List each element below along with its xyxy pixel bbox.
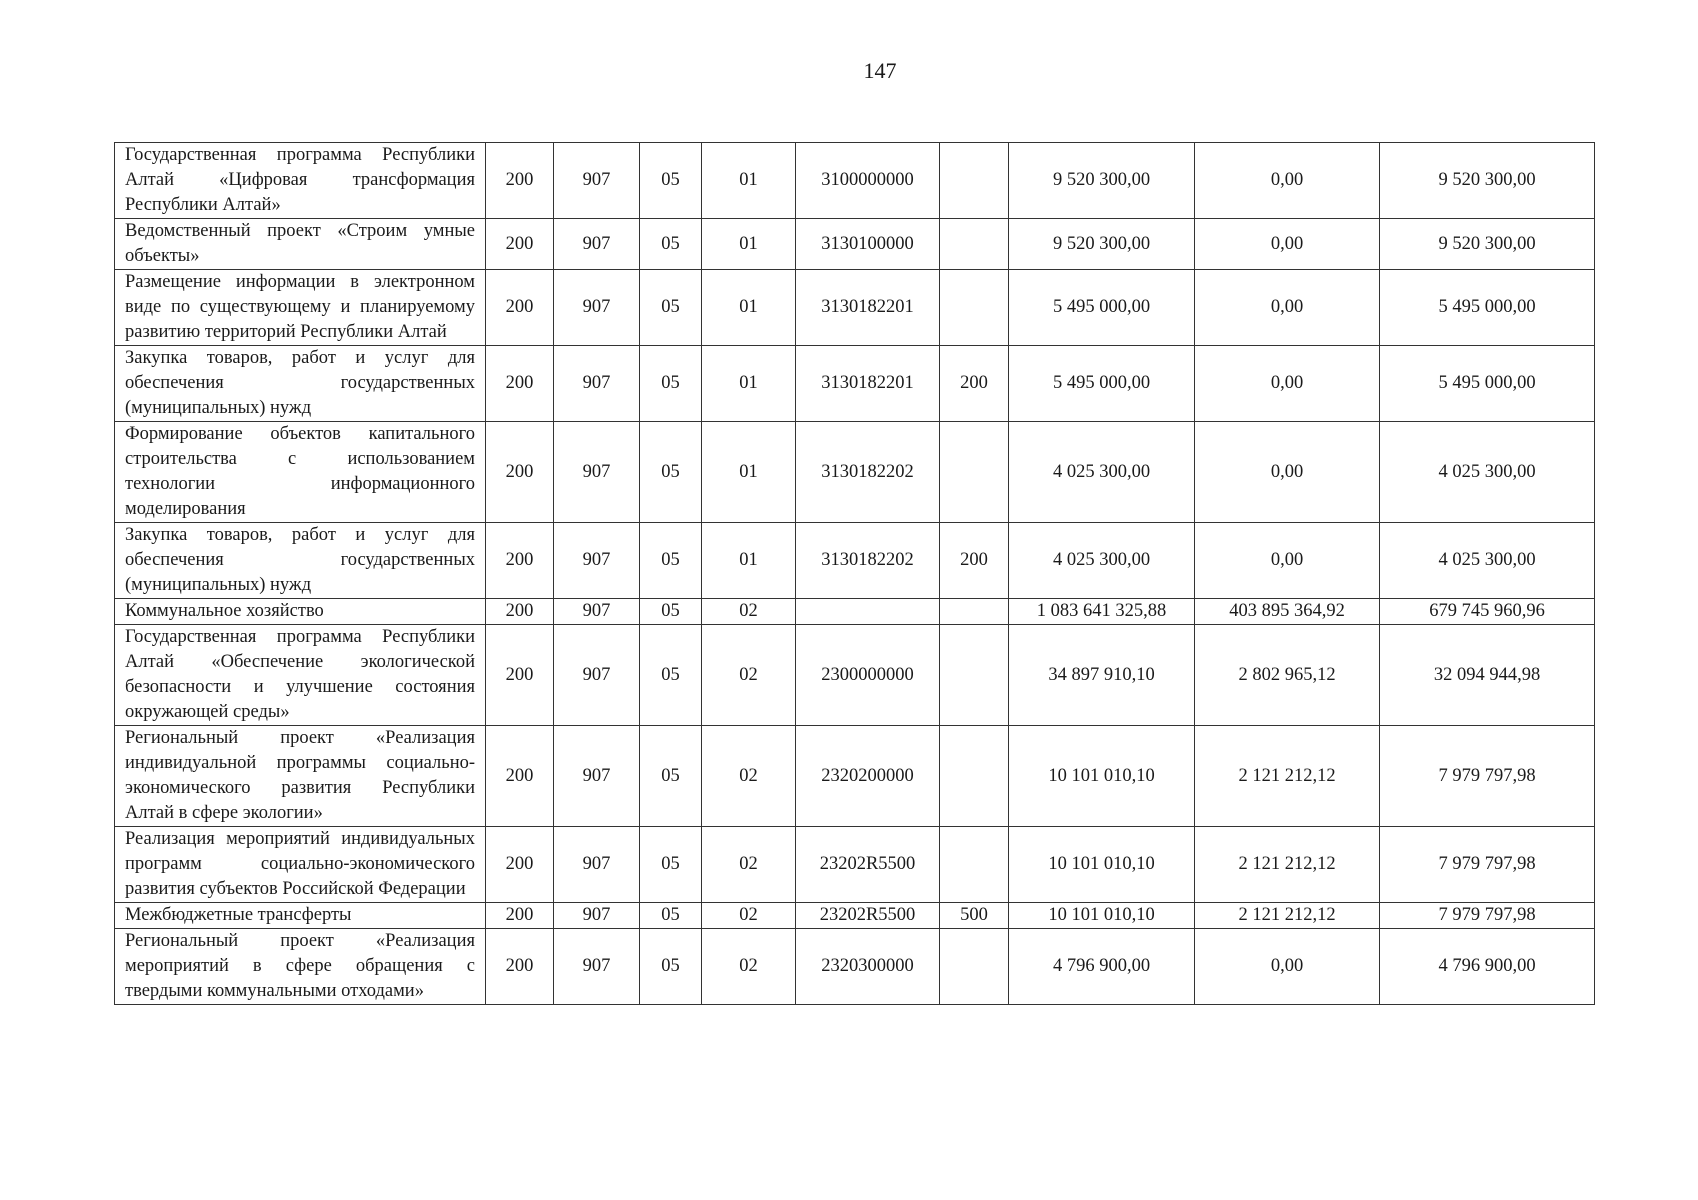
amount-3: 32 094 944,98 bbox=[1380, 625, 1595, 726]
code-c2: 907 bbox=[554, 827, 640, 903]
code-c1: 200 bbox=[486, 726, 554, 827]
page-number: 147 bbox=[863, 58, 897, 83]
amount-2: 0,00 bbox=[1195, 143, 1380, 219]
code-c4: 02 bbox=[702, 625, 796, 726]
amount-3: 7 979 797,98 bbox=[1380, 726, 1595, 827]
code-c5: 2320300000 bbox=[796, 929, 940, 1005]
amount-3: 7 979 797,98 bbox=[1380, 827, 1595, 903]
table-row bbox=[115, 929, 1595, 1005]
code-c3: 05 bbox=[640, 827, 702, 903]
code-c6 bbox=[940, 599, 1009, 625]
code-c1: 200 bbox=[486, 422, 554, 523]
amount-3: 4 796 900,00 bbox=[1380, 929, 1595, 1005]
code-c3: 05 bbox=[640, 523, 702, 599]
code-c2: 907 bbox=[554, 625, 640, 726]
code-c6 bbox=[940, 143, 1009, 219]
code-c2: 907 bbox=[554, 270, 640, 346]
code-c2: 907 bbox=[554, 929, 640, 1005]
table-row bbox=[115, 422, 1595, 523]
code-c3: 05 bbox=[640, 726, 702, 827]
code-c6 bbox=[940, 270, 1009, 346]
code-c5 bbox=[796, 599, 940, 625]
amount-1: 4 025 300,00 bbox=[1009, 422, 1195, 523]
row-name: Межбюджетные трансферты bbox=[115, 903, 486, 929]
code-c3: 05 bbox=[640, 219, 702, 270]
code-c5: 3130182202 bbox=[796, 523, 940, 599]
amount-2: 0,00 bbox=[1195, 346, 1380, 422]
amount-1: 4 796 900,00 bbox=[1009, 929, 1195, 1005]
row-name: Размещение информации в электронном виде по существующему и планируемому развитию территорий Республики Алтай bbox=[115, 270, 486, 346]
code-c4: 01 bbox=[702, 143, 796, 219]
code-c6: 500 bbox=[940, 903, 1009, 929]
code-c1: 200 bbox=[486, 903, 554, 929]
amount-1: 5 495 000,00 bbox=[1009, 270, 1195, 346]
row-name: Государственная программа Республики Алтай «Обеспечение экологической безопасности и улучшение состояния окружающей среды» bbox=[115, 625, 486, 726]
amount-3: 9 520 300,00 bbox=[1380, 219, 1595, 270]
row-name: Коммунальное хозяйство bbox=[115, 599, 486, 625]
code-c3: 05 bbox=[640, 625, 702, 726]
code-c6 bbox=[940, 422, 1009, 523]
amount-3: 7 979 797,98 bbox=[1380, 903, 1595, 929]
code-c3: 05 bbox=[640, 929, 702, 1005]
amount-1: 34 897 910,10 bbox=[1009, 625, 1195, 726]
code-c2: 907 bbox=[554, 726, 640, 827]
amount-2: 2 121 212,12 bbox=[1195, 903, 1380, 929]
code-c6 bbox=[940, 625, 1009, 726]
code-c5: 3100000000 bbox=[796, 143, 940, 219]
table-row bbox=[115, 346, 1595, 422]
code-c4: 01 bbox=[702, 346, 796, 422]
code-c4: 01 bbox=[702, 219, 796, 270]
code-c6: 200 bbox=[940, 523, 1009, 599]
code-c3: 05 bbox=[640, 346, 702, 422]
code-c2: 907 bbox=[554, 346, 640, 422]
code-c5: 3130182201 bbox=[796, 270, 940, 346]
amount-1: 4 025 300,00 bbox=[1009, 523, 1195, 599]
row-name: Государственная программа Республики Алтай «Цифровая трансформация Республики Алтай» bbox=[115, 143, 486, 219]
code-c5: 3130182202 bbox=[796, 422, 940, 523]
row-name: Закупка товаров, работ и услуг для обеспечения государственных (муниципальных) нужд bbox=[115, 346, 486, 422]
code-c3: 05 bbox=[640, 903, 702, 929]
table-row bbox=[115, 523, 1595, 599]
table-row bbox=[115, 726, 1595, 827]
table-row bbox=[115, 219, 1595, 270]
row-name: Закупка товаров, работ и услуг для обеспечения государственных (муниципальных) нужд bbox=[115, 523, 486, 599]
amount-2: 2 121 212,12 bbox=[1195, 726, 1380, 827]
amount-1: 1 083 641 325,88 bbox=[1009, 599, 1195, 625]
code-c1: 200 bbox=[486, 346, 554, 422]
code-c4: 02 bbox=[702, 827, 796, 903]
code-c4: 02 bbox=[702, 929, 796, 1005]
code-c1: 200 bbox=[486, 143, 554, 219]
code-c4: 01 bbox=[702, 270, 796, 346]
code-c5: 3130100000 bbox=[796, 219, 940, 270]
code-c6 bbox=[940, 827, 1009, 903]
amount-3: 9 520 300,00 bbox=[1380, 143, 1595, 219]
amount-2: 0,00 bbox=[1195, 219, 1380, 270]
row-name: Реализация мероприятий индивидуальных программ социально-экономического развития субъектов Российской Федерации bbox=[115, 827, 486, 903]
code-c1: 200 bbox=[486, 599, 554, 625]
code-c1: 200 bbox=[486, 625, 554, 726]
amount-1: 5 495 000,00 bbox=[1009, 346, 1195, 422]
code-c5: 23202R5500 bbox=[796, 903, 940, 929]
code-c5: 23202R5500 bbox=[796, 827, 940, 903]
amount-1: 9 520 300,00 bbox=[1009, 143, 1195, 219]
table-row bbox=[115, 270, 1595, 346]
amount-2: 0,00 bbox=[1195, 270, 1380, 346]
code-c5: 2320200000 bbox=[796, 726, 940, 827]
amount-2: 0,00 bbox=[1195, 929, 1380, 1005]
code-c6 bbox=[940, 726, 1009, 827]
amount-1: 10 101 010,10 bbox=[1009, 726, 1195, 827]
amount-1: 9 520 300,00 bbox=[1009, 219, 1195, 270]
amount-2: 403 895 364,92 bbox=[1195, 599, 1380, 625]
code-c2: 907 bbox=[554, 523, 640, 599]
table-row bbox=[115, 599, 1595, 625]
table-row bbox=[115, 827, 1595, 903]
code-c2: 907 bbox=[554, 599, 640, 625]
amount-1: 10 101 010,10 bbox=[1009, 903, 1195, 929]
code-c4: 02 bbox=[702, 599, 796, 625]
code-c5: 3130182201 bbox=[796, 346, 940, 422]
code-c3: 05 bbox=[640, 599, 702, 625]
amount-3: 4 025 300,00 bbox=[1380, 422, 1595, 523]
code-c6: 200 bbox=[940, 346, 1009, 422]
row-name: Формирование объектов капитального строительства с использованием технологии информационного моделирования bbox=[115, 422, 486, 523]
code-c6 bbox=[940, 929, 1009, 1005]
row-name: Ведомственный проект «Строим умные объекты» bbox=[115, 219, 486, 270]
amount-3: 5 495 000,00 bbox=[1380, 270, 1595, 346]
table-row bbox=[115, 903, 1595, 929]
code-c4: 02 bbox=[702, 903, 796, 929]
code-c2: 907 bbox=[554, 422, 640, 523]
code-c1: 200 bbox=[486, 827, 554, 903]
code-c2: 907 bbox=[554, 903, 640, 929]
code-c5: 2300000000 bbox=[796, 625, 940, 726]
table-row bbox=[115, 143, 1595, 219]
code-c4: 01 bbox=[702, 422, 796, 523]
row-name: Региональный проект «Реализация мероприятий в сфере обращения с твердыми коммунальными отходами» bbox=[115, 929, 486, 1005]
amount-2: 0,00 bbox=[1195, 422, 1380, 523]
code-c4: 01 bbox=[702, 523, 796, 599]
amount-3: 4 025 300,00 bbox=[1380, 523, 1595, 599]
code-c4: 02 bbox=[702, 726, 796, 827]
code-c1: 200 bbox=[486, 270, 554, 346]
amount-2: 2 121 212,12 bbox=[1195, 827, 1380, 903]
code-c2: 907 bbox=[554, 219, 640, 270]
code-c1: 200 bbox=[486, 219, 554, 270]
budget-table bbox=[114, 142, 1595, 1005]
code-c3: 05 bbox=[640, 143, 702, 219]
amount-3: 5 495 000,00 bbox=[1380, 346, 1595, 422]
code-c1: 200 bbox=[486, 929, 554, 1005]
amount-2: 2 802 965,12 bbox=[1195, 625, 1380, 726]
amount-2: 0,00 bbox=[1195, 523, 1380, 599]
amount-1: 10 101 010,10 bbox=[1009, 827, 1195, 903]
code-c1: 200 bbox=[486, 523, 554, 599]
code-c3: 05 bbox=[640, 422, 702, 523]
amount-3: 679 745 960,96 bbox=[1380, 599, 1595, 625]
row-name: Региональный проект «Реализация индивидуальной программы социально-экономического развития Республики Алтай в сфере экологии» bbox=[115, 726, 486, 827]
code-c2: 907 bbox=[554, 143, 640, 219]
code-c3: 05 bbox=[640, 270, 702, 346]
code-c6 bbox=[940, 219, 1009, 270]
table-row bbox=[115, 625, 1595, 726]
